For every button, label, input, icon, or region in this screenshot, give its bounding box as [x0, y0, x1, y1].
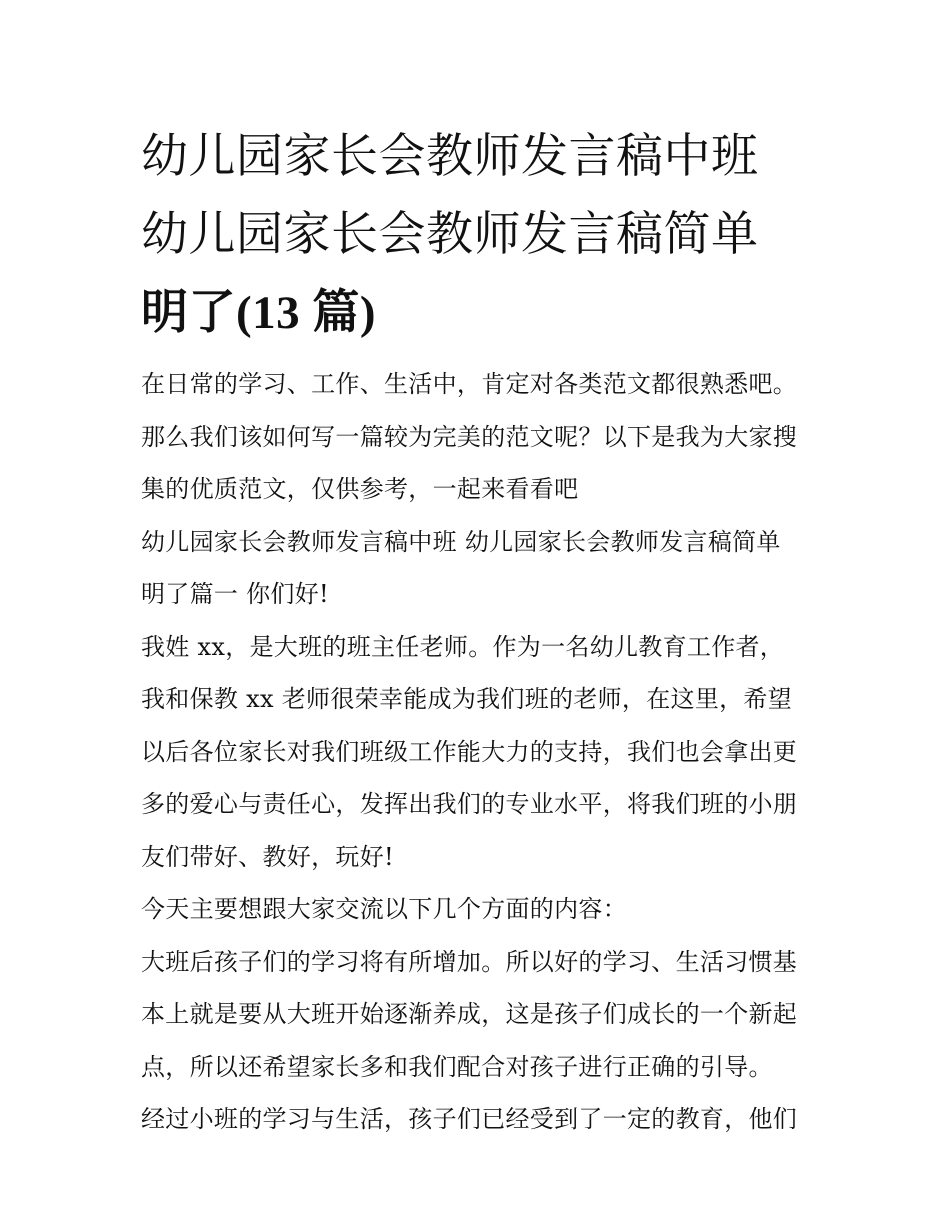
document-body	[141, 358, 821, 1146]
text-line: 经过小班的学习与生活，孩子们已经受到了一定的教育，他们	[141, 1105, 798, 1133]
paragraph-study-habits	[141, 936, 821, 1094]
title-line-1: 幼儿园家长会教师发言稿中班	[141, 129, 759, 184]
paragraph-self-intro	[141, 621, 821, 884]
text-line: 我和保教 xx 老师很荣幸能成为我们班的老师，在这里，希望	[141, 685, 793, 713]
paragraph-education	[141, 1093, 821, 1146]
title-line-3: 明了(13 篇)	[141, 287, 377, 339]
text-line: 大班后孩子们的学习将有所增加。所以好的学习、生活习惯基	[141, 947, 798, 976]
text-line: 以后各位家长对我们班级工作能大力的支持，我们也会拿出更	[141, 737, 798, 766]
paragraph-section-heading	[141, 516, 821, 621]
title-line-2: 幼儿园家长会教师发言稿简单	[141, 207, 759, 262]
text-line: 点，所以还希望家长多和我们配合对孩子进行正确的引导。	[141, 1052, 773, 1081]
paragraph-intro	[141, 358, 821, 516]
document-title	[141, 118, 821, 352]
paragraph-topics	[141, 883, 821, 936]
text-line: 友们带好、教好，玩好!	[141, 842, 394, 871]
text-line: 幼儿园家长会教师发言稿中班 幼儿园家长会教师发言稿简单	[141, 527, 781, 556]
text-line: 明了篇一 你们好!	[141, 580, 329, 608]
text-line: 那么我们该如何写一篇较为完美的范文呢？以下是我为大家搜	[141, 422, 798, 451]
text-line: 在日常的学习、工作、生活中，肯定对各类范文都很熟悉吧。	[141, 370, 798, 398]
text-line: 本上就是要从大班开始逐渐养成，这是孩子们成长的一个新起	[141, 1000, 798, 1028]
document-content	[141, 118, 821, 1146]
text-line: 多的爱心与责任心，发挥出我们的专业水平，将我们班的小朋	[141, 790, 798, 818]
text-line: 今天主要想跟大家交流以下几个方面的内容：	[141, 895, 627, 923]
text-line: 我姓 xx，是大班的班主任老师。作为一名幼儿教育工作者，	[141, 632, 785, 661]
text-line: 集的优质范文，仅供参考，一起来看看吧	[141, 475, 579, 503]
